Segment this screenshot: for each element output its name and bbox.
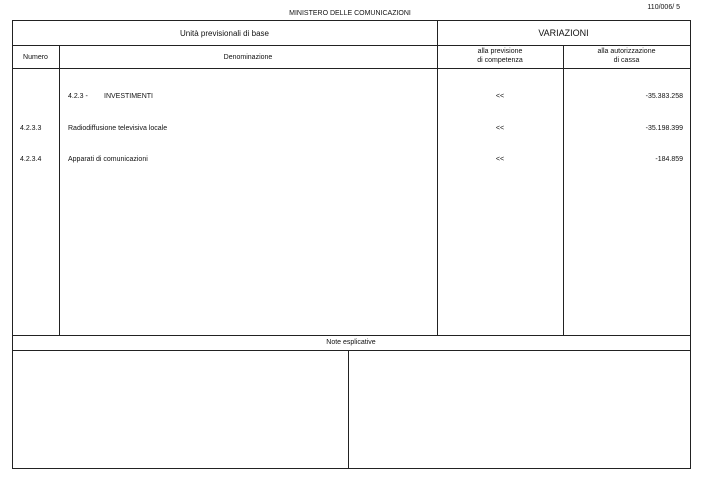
table-top-border <box>12 20 690 21</box>
table-body-bottom <box>12 335 690 336</box>
row-cassa: -35.383.258 <box>645 93 683 100</box>
row-numero: 4.2.3.4 <box>20 156 42 163</box>
group-header-divider <box>12 45 690 46</box>
notes-title: Note esplicative <box>326 339 376 346</box>
row-previsione: << <box>495 156 505 163</box>
numero-column-divider <box>59 45 60 335</box>
column-header-numero: Numero <box>23 54 48 61</box>
row-denominazione: Apparati di comunicazioni <box>68 156 148 163</box>
column-header-previsione-line1: alla previsione <box>477 48 523 55</box>
table-bottom-border <box>12 468 690 469</box>
ministry-title: MINISTERO DELLE COMUNICAZIONI <box>289 10 411 17</box>
row-cassa: -184.859 <box>655 156 683 163</box>
column-header-cassa-line2: di cassa <box>613 57 640 64</box>
column-header-cassa-line1: alla autorizzazione <box>597 48 656 55</box>
row-numero: 4.2.3.3 <box>20 125 42 132</box>
column-header-previsione-line2: di competenza <box>477 57 523 64</box>
group-header-variazioni: VARIAZIONI <box>538 28 589 38</box>
row-prefix: 4.2.3 - <box>68 93 88 100</box>
notes-left-box <box>13 351 348 468</box>
row-denominazione: Radiodiffusione televisiva locale <box>68 125 168 132</box>
page-reference: 110/006/ 5 <box>647 4 680 11</box>
row-previsione: << <box>495 125 505 132</box>
row-cassa: -35.198.399 <box>645 125 683 132</box>
group-header-unita: Unità previsionali di base <box>180 29 269 38</box>
notes-right-box <box>349 351 690 468</box>
row-denominazione: INVESTIMENTI <box>104 93 154 100</box>
column-header-denominazione: Denominazione <box>223 54 273 61</box>
row-previsione: << <box>495 93 505 100</box>
variazioni-left-divider <box>437 20 438 335</box>
cassa-column-divider <box>563 45 564 335</box>
table-right-border <box>690 20 691 469</box>
column-header-divider <box>12 68 690 69</box>
